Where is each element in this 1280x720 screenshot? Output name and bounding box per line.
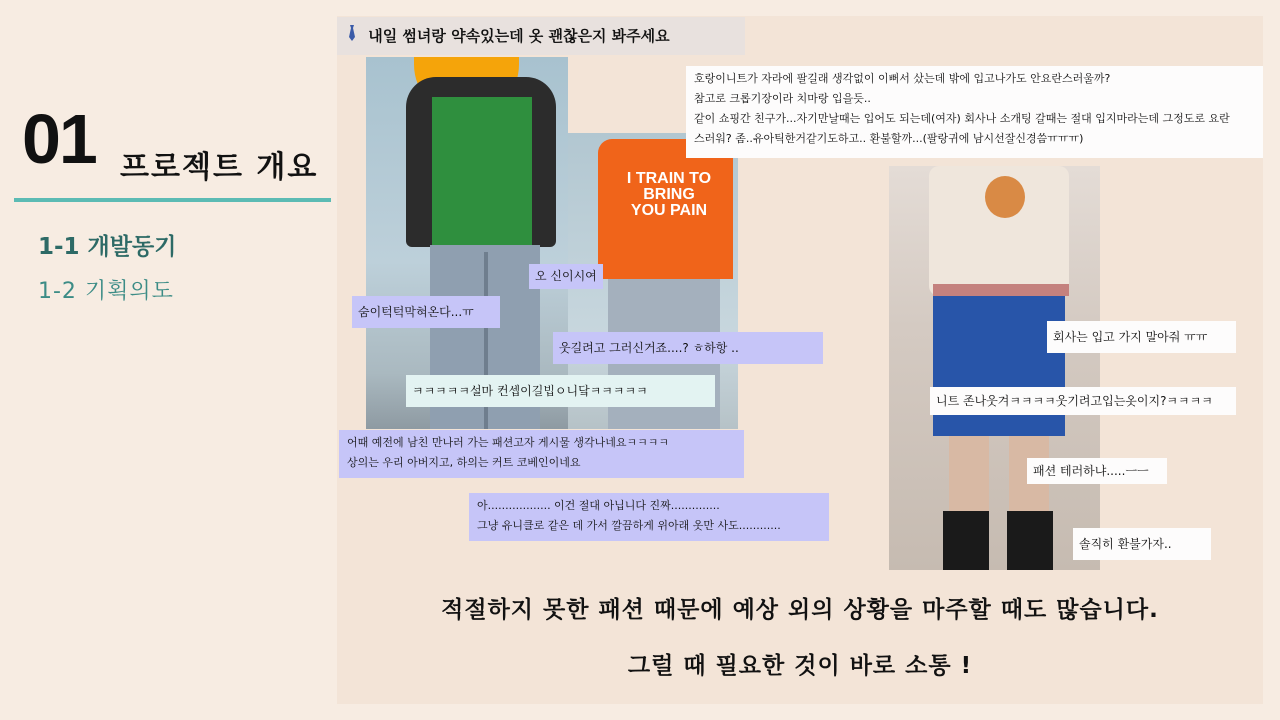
post2-description: [686, 66, 1263, 158]
post-title-bar: [337, 17, 745, 55]
comment-bubble: 니트 존나웃겨ㅋㅋㅋㅋ웃기려고입는옷이지?ㅋㅋㅋㅋ: [930, 387, 1236, 415]
caption-line-2: 그럴 때 필요한 것이 바로 소통 !: [627, 653, 973, 679]
subsection-motivation[interactable]: 1-1 개발동기: [38, 234, 177, 260]
comment-bubble: 오 신이시여: [529, 264, 603, 289]
caption-line-1: 적절하지 못한 패션 때문에 예상 외의 상황을 마주할 때도 많습니다.: [441, 597, 1159, 623]
comment-bubble-long: [469, 493, 829, 541]
post-title-text: 내일 썸녀랑 약속있는데 옷 괜찮은지 봐주세요: [368, 27, 670, 45]
comment-line: 그냥 유니클로 같은 데 가서 깔끔하게 위아래 옷만 사도............: [477, 519, 781, 532]
post2-line: 참고로 크롭기장이라 치마랑 입을듯..: [694, 92, 871, 105]
comment-bubble: 숨이턱턱막혀온다...ㅠ: [352, 296, 500, 328]
post2-line: 호랑이니트가 자라에 팔길래 생각없이 이뻐서 샀는데 밖에 입고나가도 안요란스러울까?: [694, 72, 1111, 85]
subsection-planning-intent[interactable]: 1-2 기획의도: [38, 279, 174, 304]
tie-icon: [347, 27, 362, 45]
slide-caption: [337, 582, 1263, 694]
comment-line: 어때 예전에 남친 만나러 가는 패션고자 게시물 생각나네요ㅋㅋㅋㅋ: [347, 436, 670, 449]
tshirt-print: I TRAIN TO BRING YOU PAIN: [626, 170, 712, 219]
section-number: 01: [22, 100, 96, 178]
outfit-photo-green-sweater: [366, 57, 568, 429]
post2-line: 스러워? 좀..유아틱한거같기도하고.. 환불할까...(팔랑귀에 남시선잘신경씀ㅠㅠㅠ): [694, 132, 1084, 145]
comment-bubble: 솔직히 환불가자..: [1073, 528, 1211, 560]
comment-line: 아.................. 이건 절대 아닙니다 진짜..............: [477, 499, 720, 512]
comment-bubble-long: [339, 430, 744, 478]
section-divider: [14, 198, 331, 202]
comment-line: 상의는 우리 아버지고, 하의는 커트 코베인이네요: [347, 456, 581, 469]
section-title: 프로젝트 개요: [120, 150, 319, 185]
comment-bubble: 패션 테러하냐.....ㅡㅡ: [1027, 458, 1167, 484]
comment-bubble: ㅋㅋㅋㅋㅋ설마 컨셉이길빕ㅇ니닼ㅋㅋㅋㅋㅋ: [406, 375, 715, 407]
comment-bubble: 웃길려고 그러신거죠....? ㅎ하항 ..: [553, 332, 823, 364]
comment-bubble: 회사는 입고 가지 말아줘 ㅠㅠ: [1047, 321, 1236, 353]
outfit-photo-tiger-knit: [889, 166, 1100, 570]
post2-line: 같이 쇼핑간 친구가...자기만날때는 입어도 되는데(여자) 회사나 소개팅 갈때는 절대 입지마라는데 그정도로 요란: [694, 112, 1230, 125]
